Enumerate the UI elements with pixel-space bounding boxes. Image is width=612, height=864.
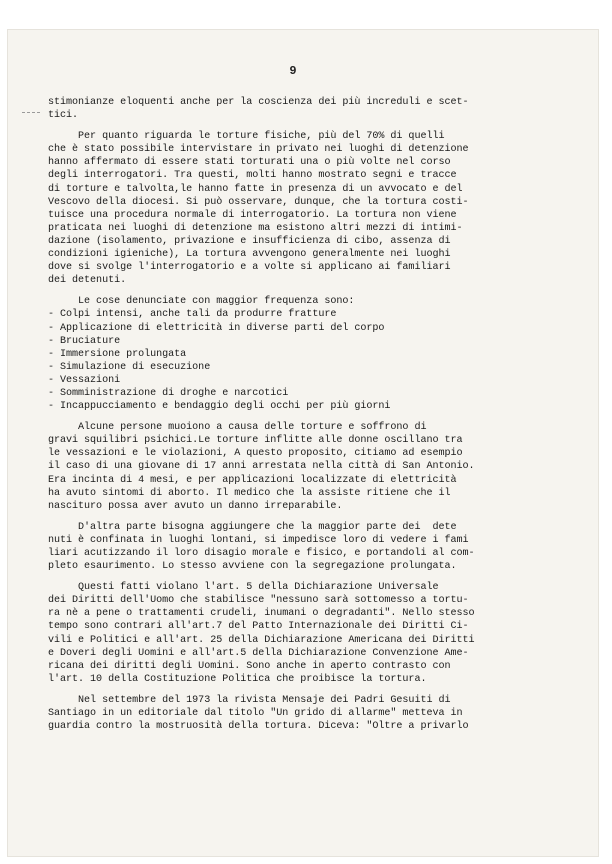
text-line: dove si svolge l'interrogatorio e a volte si applicano ai familiari (48, 262, 451, 274)
text-line: Vescovo della diocesi. Si può osservare, dunque, che la tortura costi- (48, 196, 469, 208)
text-line: nuti è confinata in luoghi lontani, si impedisce loro di vedere i fami (48, 534, 469, 546)
paragraph (48, 96, 576, 122)
text-line: il caso di una giovane di 17 anni arrestata nella città di San Antonio. (48, 461, 475, 473)
text-line: che è stato possibile intervistare in privato nei luoghi di detenzione (48, 144, 469, 156)
text-line: dazione (isolamento, privazione e insufficienza di cibo, assenza di (48, 235, 451, 247)
paragraph (48, 694, 576, 733)
text-line: - Bruciature (48, 335, 121, 347)
paragraph-gap (48, 287, 576, 295)
text-line: Le cose denunciate con maggior frequenza sono: (48, 296, 355, 308)
text-line: hanno affermato di essere stati torturati una o più volte nel corso (48, 157, 451, 169)
paragraph (48, 581, 576, 686)
text-line: Era incinta di 4 mesi, e per applicazioni localizzate di elettricità (48, 474, 457, 486)
page-number: 9 (289, 64, 297, 78)
text-line: - Somministrazione di droghe e narcotici (48, 387, 289, 399)
text-line: - Colpi intensi, anche tali da produrre fratture (48, 309, 337, 321)
text-line: praticata nei luoghi di detenzione ma esistono altri mezzi di intimi- (48, 222, 463, 234)
text-line: - Immersione prolungata (48, 348, 187, 360)
text-line: tempo sono contrari all'art.7 del Patto Internazionale dei Diritti Ci- (48, 621, 469, 633)
text-line: Alcune persone muoiono a causa delle torture e soffrono di (48, 422, 427, 434)
text-line: guardia contro la mostruosità della tortura. Diceva: "Oltre a privarlo (48, 721, 469, 733)
text-line: liari acutizzando il loro disagio morale e fisico, e portandoli al com- (48, 548, 475, 559)
paragraph (48, 421, 576, 513)
text-line: e Doveri degli Uomini e all'art.5 della Dichiarazione Convenzione Ame- (48, 647, 469, 659)
text-line: vili e Politici e all'art. 25 della Dichiarazione Americana dei Diritti (48, 634, 475, 646)
paragraph (48, 521, 576, 573)
text-line: - Incappucciamento e bendaggio degli occhi per più giorni (48, 401, 391, 413)
paragraph-gap (48, 513, 576, 521)
text-line: di torture e talvolta,le hanno fatte in presenza di un avvocato e del (48, 183, 463, 195)
text-line: l'art. 10 della Costituzione Politica che proibisce la tortura. (48, 673, 427, 685)
text-line: condizioni igieniche), La tortura avvengono generalmente nei luoghi (48, 249, 451, 261)
text-line: - Simulazione di esecuzione (48, 361, 211, 373)
text-line: gravi squilibri psichici.Le torture inflitte alle donne oscillano tra (48, 435, 463, 447)
paragraph (48, 130, 576, 287)
text-line: D'altra parte bisogna aggiungere che la maggior parte dei dete (48, 521, 457, 533)
text-line: ricana dei diritti degli Uomini. Sono anche in aperto contrasto con (48, 660, 451, 672)
paragraph-gap (48, 686, 576, 694)
text-line: - Vessazioni (48, 374, 121, 386)
margin-mark (22, 112, 40, 115)
paragraph-gap (48, 573, 576, 581)
text-line: Santiago in un editoriale dal titolo "Un grido di allarme" metteva in (48, 708, 463, 720)
text-line: tuisce una procedura normale di interrogatorio. La tortura non viene (48, 209, 457, 221)
text-line: Nel settembre del 1973 la rivista Mensaje dei Padri Gesuiti di (48, 694, 451, 706)
text-line: - Applicazione di elettricità in diverse parti del corpo (48, 322, 385, 334)
text-line: Per quanto riguarda le torture fisiche, più del 70% di quelli (48, 131, 445, 143)
text-line: dei detenuti. (48, 275, 127, 287)
text-line: ha avuto sintomi di aborto. Il medico che la assiste ritiene che il (48, 487, 451, 499)
paragraph-gap (48, 413, 576, 421)
paragraph (48, 295, 576, 413)
text-line: stimonianze eloquenti anche per la coscienza dei più increduli e scet- (48, 97, 469, 108)
document-body (48, 96, 576, 733)
text-line: nascituro possa aver avuto un danno irreparabile. (48, 500, 343, 512)
text-line: pleto esaurimento. Lo stesso avviene con la segregazione prolungata. (48, 561, 457, 573)
text-line: dei Diritti dell'Uomo che stabilisce "nessuno sarà sottomesso a tortu- (48, 595, 469, 607)
text-line: Questi fatti violano l'art. 5 della Dichiarazione Universale (48, 582, 439, 594)
text-line: le vessazioni e le violazioni, A questo proposito, citiamo ad esempio (48, 448, 463, 460)
paragraph-gap (48, 122, 576, 130)
text-line: ra nè a pene o trattamenti crudeli, inumani o degradanti". Nello stesso (48, 608, 475, 620)
text-line: tici. (48, 110, 79, 122)
text-line: degli interrogatori. Tra questi, molti hanno mostrato segni e tracce (48, 170, 457, 182)
